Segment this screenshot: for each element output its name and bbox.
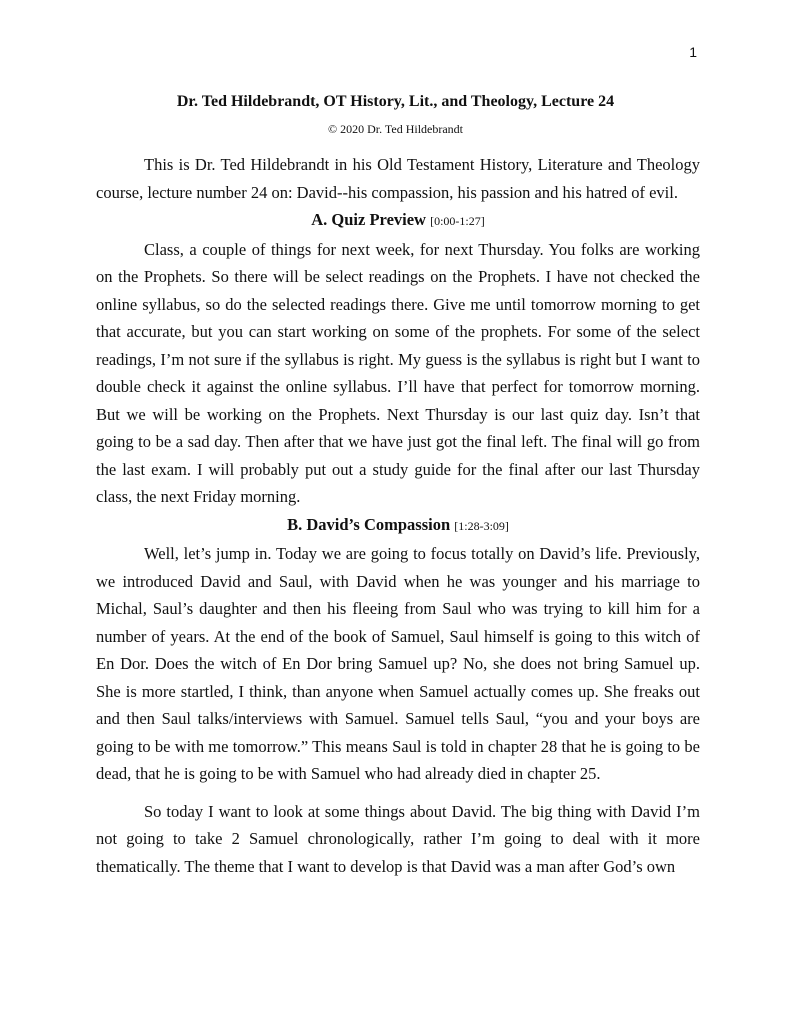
body-paragraph: So today I want to look at some things about David. The big thing with David I’m not going to take 2 Samuel chronologically, rather I’m going to deal with it more thematically. The theme that I want to develop is that David was a man after God’s own <box>96 801 700 876</box>
section-timestamp: [0:00-1:27] <box>430 214 485 228</box>
copyright-line: © 2020 Dr. Ted Hildebrandt <box>327 122 464 136</box>
section-heading-quiz-preview <box>96 206 700 236</box>
section-heading-text: A. Quiz Preview <box>311 210 426 229</box>
section-timestamp: [1:28-3:09] <box>454 518 509 533</box>
page-number: 1 <box>689 44 697 60</box>
body-paragraph: Well, let’s jump in. Today we are going to focus totally on David’s life. Previously, we introduced David and Saul, with David when he was younger and his marriage to Michal, Saul’s daughter and then his fleeing from Saul who was trying to kill him for a number of years. At the end of the book of Samuel, Saul himself is going to this witch of En Dor. Does the witch of En Dor bring Samuel up? No, she does not bring Samuel up. She is more startled, I think, than anyone when Samuel actually comes up. She freaks out and then Saul talks/interviews with Samuel. Samuel tells Saul, “you and your boys are going to be with me tomorrow.” This means Saul is told in chapter 28 that he is going to be dead, that he is going to be with Samuel who had already died in chapter 25. <box>96 544 700 783</box>
document-title: Dr. Ted Hildebrandt, OT History, Lit., and Theology, Lecture 24 <box>176 93 615 110</box>
body-paragraph: Class, a couple of things for next week, for next Thursday. You folks are working on the Prophets. So there will be select readings on the Prophets. I have not checked the online syllabus, so do the selected readings there. Give me until tomorrow morning to get that accurate, but you can start working on some of the prophets. For some of the select readings, I’m not sure if the syllabus is right. My guess is the syllabus is right but I want to double check it against the online syllabus. I’ll have that perfect for tomorrow morning. But we will be working on the Prophets. Next Thursday is our last quiz day. Isn’t that going to be a sad day. Then after that we have just got the final left. The final will go from the last exam. I will probably put out a study guide for the final after our last Thursday class, the next Friday morning. <box>96 239 700 506</box>
document-body <box>96 151 700 880</box>
section-heading-davids-compassion <box>96 511 700 541</box>
intro-paragraph: This is Dr. Ted Hildebrandt in his Old Testament History, Literature and Theology course, lecture number 24 on: David--his compassion, his passion and his hatred of evil. <box>96 155 700 202</box>
section-heading-text: B. David’s Compassion <box>287 514 451 534</box>
